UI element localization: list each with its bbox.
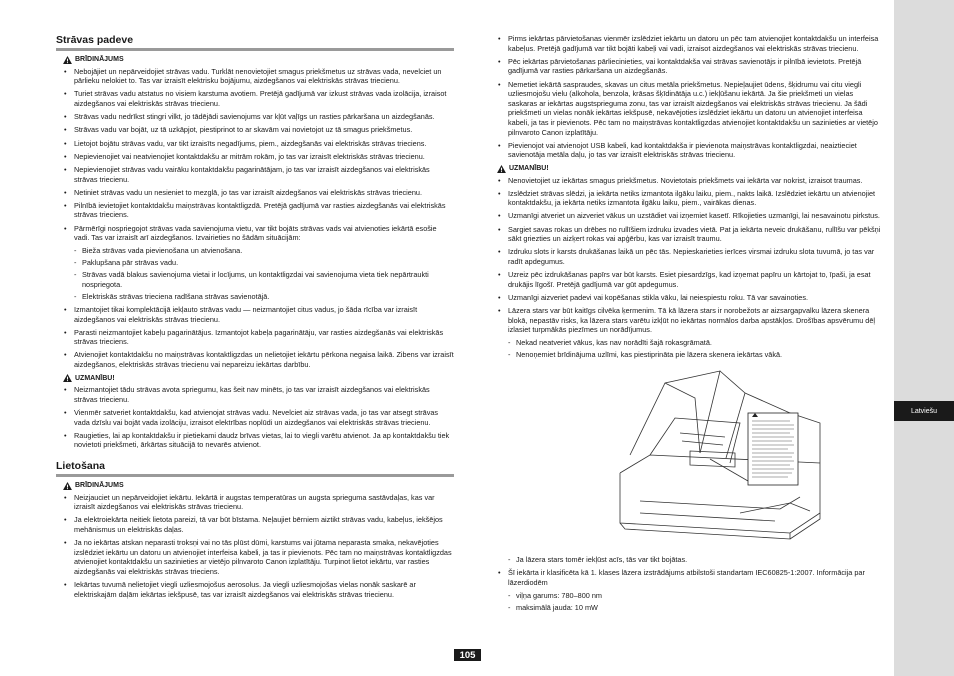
side-margin-bar	[894, 0, 954, 676]
list-item: • Ja no iekārtas atskan neparasti troksņi vai no tās plūst dūmi, karstums vai jūtama neparasta smaka, nekavējoties izslēdziet iekārtu un datoru un atvienojiet interfeisa kabeli, ja tas ir pievienots. Pēc tam no maiņstrāvas kontaktligzdas atvienojiet kontaktdakšu un sazinieties ar vietējo pilnvaroto Canon izplatītāju. Turpinot lietot iekārtu, var rasties aizdegšanās vai elektriskās strāvas trieciens.	[74, 538, 454, 576]
caution-list-power	[56, 385, 454, 450]
list-item: • Vienmēr satveriet kontaktdakšu, kad atvienojat strāvas vadu. Nevelciet aiz strāvas vada, jo tas var atsegt strāvas vada dzīslu vai bojāt vada izolāciju, izraisot elektrības noplūdi un aizdegšanos vai elektriskās strāvas triecienu.	[74, 408, 454, 427]
list-item: • Neizjauciet un nepārveidojiet iekārtu. Iekārtā ir augstas temperatūras un augsta sprieguma sastāvdaļas, kas var izraisīt aizdegšanos vai elektriskās strāvas triecienu.	[74, 493, 454, 512]
sub-list-item: - Nenoņemiet brīdinājuma uzlīmi, kas piestiprināta pie lāzera skenera iekārtas vākā.	[516, 350, 882, 360]
list-item-text: Šī iekārta ir klasificēta kā 1. klases lāzera izstrādājums atbilstoši standartam IEC60825-1:2007. Informācija par lāzerdiodēm	[508, 568, 865, 588]
caution-list-usage	[490, 176, 882, 360]
list-item: • Pirms iekārtas pārvietošanas vienmēr izslēdziet iekārtu un datoru un pēc tam atvienojiet kontaktdakšu un interfeisa kabeļus. Pretējā gadījumā var tikt bojāti kabeļi vai vadi, izraisot aizdegšanos vai elektriskās strāvas triecienu.	[508, 34, 882, 53]
list-item-text: Lāzera stars var būt kaitīgs cilvēka ķermenim. Tā kā lāzera stars ir norobežots ar aizsargapvalku lāzera skenera blokā, nepastāv risks, ka lāzera stars varētu izkļūt no iekārtas normālos darba apstākļos. Drošības apsvērumu dēļ izlasiet turpmākās piezīmes un norādījumus.	[508, 306, 876, 335]
caution-label: UZMANĪBU!	[509, 164, 549, 172]
list-item: • Raugieties, lai ap kontaktdakšu ir pietiekami daudz brīvas vietas, lai to viegli varētu atvienot. Ja ap kontaktdakšu tiek novietoti priekšmeti, ārkārtas situācijā to nevarēs atvienot.	[74, 431, 454, 450]
warning-heading	[63, 481, 454, 491]
sub-list	[74, 246, 454, 301]
list-item: • Atvienojiet kontaktdakšu no maiņstrāvas kontaktligzdas un nelietojiet iekārtu pērkona negaisa laikā. Zibens var izraisīt aizdegšanos, elektriskās strāvas triecienu vai nepareizu iekārtas darbību.	[74, 350, 454, 369]
list-item: • Neizmantojiet tādu strāvas avota spriegumu, kas šeit nav minēts, jo tas var izraisīt aizdegšanos vai elektriskās strāvas triecienu.	[74, 385, 454, 404]
list-item: • Pēc iekārtas pārvietošanas pārliecinieties, vai kontaktdakša vai strāvas savienotājs ir pilnībā ievietots. Pretējā gadījumā var rasties pārkaršana un aizdegšanās.	[508, 57, 882, 76]
printer-drawing	[490, 363, 882, 551]
list-item: • Nepievienojiet strāvas vadu vairāku kontaktdakšu pagarinātājam, jo tas var izraisīt aizdegšanos vai elektriskās strāvas triecienu.	[74, 165, 454, 184]
page-number: 105	[454, 649, 481, 661]
list-item: • Nenovietojiet uz iekārtas smagus priekšmetus. Novietotais priekšmets vai iekārta var nokrist, izraisot traumas.	[508, 176, 882, 186]
list-item: • Nebojājiet un nepārveidojiet strāvas vadu. Turklāt nenovietojiet smagus priekšmetus uz strāvas vada, nevelciet un pārlieku nelokiet to. Tas var izraisīt elektrisku bojājumu, aizdegšanos vai elektriskās strāvas triecienu.	[74, 67, 454, 86]
caution-label: UZMANĪBU!	[75, 374, 115, 382]
list-item: • Uzreiz pēc izdrukāšanas papīrs var būt karsts. Esiet piesardzīgs, kad izņemat papīru un kārtojat to, īpaši, ja esat drukājis līgošī. Pretējā gadījumā var gūt apdegumus.	[508, 270, 882, 289]
list-item	[508, 555, 882, 565]
list-item	[508, 306, 882, 359]
list-item: • Strāvas vadu nedrīkst stingri vilkt, jo tādējādi savienojums var kļūt vaļīgs un rasties pārkaršana un aizdegšanās.	[74, 112, 454, 122]
list-item: • Uzmanīgi atveriet un aizveriet vākus un uzstādiet vai izņemiet kasetī. Rīkojieties uzmanīgi, lai nesavainotu pirkstus.	[508, 211, 882, 221]
section-title-usage: Lietošana	[56, 460, 454, 477]
warning-icon	[63, 482, 72, 490]
list-item: • Ja elektroiekārta neitiek lietota pareizi, tā var būt bīstama. Neļaujiet bērniem aiztikt strāvas vadu, kabeļus, iekšējos mehānismus un elektriskās daļas.	[74, 515, 454, 534]
list-item: • Strāvas vadu var bojāt, uz tā uzkāpjot, piestiprinot to ar skavām vai novietojot uz tā smagus priekšmetus.	[74, 125, 454, 135]
sub-list	[508, 591, 882, 613]
list-item: • Pilnībā ievietojiet kontaktdakšu maiņstrāvas kontaktligzdā. Pretējā gadījumā var rasties aizdegšanās vai elektriskās strāvas trieciens.	[74, 201, 454, 220]
list-item: • Netiniet strāvas vadu un nesieniet to mezglā, jo tas var izraisīt aizdegšanos vai elektriskās strāvas triecienu.	[74, 188, 454, 198]
list-item	[74, 224, 454, 302]
post-figure-list	[490, 555, 882, 612]
list-item: • Izmantojiet tikai komplektācijā iekļauto strāvas vadu — neizmantojiet citus vadus, jo šāda rīcība var izraisīt aizdegšanos vai elektriskās strāvas triecienu.	[74, 305, 454, 324]
list-item: • Izdruku slots ir karsts drukāšanas laikā un pēc tās. Nepieskarieties ierīces virsmai izdruku slota tuvumā, jo tas var radīt apdegumus.	[508, 247, 882, 266]
right-column	[490, 34, 882, 616]
printer-illustration	[490, 363, 882, 551]
sub-list-item: - Elektriskās strāvas trieciena radīšana strāvas savienotājā.	[82, 292, 454, 302]
warning-heading	[63, 55, 454, 65]
list-item: • Uzmanīgi aizveriet padevi vai kopēšanas stikla vāku, lai neiespiestu roku. Tā var savainoties.	[508, 293, 882, 303]
sub-list-item: - Bieža strāvas vada pievienošana un atvienošana.	[82, 246, 454, 256]
sub-list-item: - Paklupšana pār strāvas vadu.	[82, 258, 454, 268]
sub-list-item: - viļņa garums: 780–800 nm	[516, 591, 882, 601]
warning-list-power	[56, 67, 454, 370]
sub-list	[508, 555, 882, 565]
list-item	[508, 568, 882, 612]
intro-list	[490, 34, 882, 160]
sub-list-item: - Strāvas vadā blakus savienojuma vietai ir locījums, un kontaktligzdai vai savienojuma vieta tiek nepārtraukti nospriegota.	[82, 270, 454, 289]
warning-label: BRĪDINĀJUMS	[75, 482, 124, 489]
warning-list-usage	[56, 493, 454, 600]
sub-list-item: - maksimālā jauda: 10 mW	[516, 603, 882, 613]
list-item: • Nepievienojiet vai neatvienojiet kontaktdakšu ar mitrām rokām, jo tas var izraisīt elektriskās strāvas triecienu.	[74, 152, 454, 162]
list-item: • Sargiet savas rokas un drēbes no rullīšiem izdruku izvades vietā. Pat ja iekārta neveic drukāšanu, rullīšu var pēkšņi sākt griezties un aizķert rokas vai apģērbu, kas var izraisīt traumu.	[508, 225, 882, 244]
language-tab-label: Latviešu	[910, 407, 938, 415]
language-tab	[894, 401, 954, 421]
list-item: • Nemetiet iekārtā saspraudes, skavas un citus metāla priekšmetus. Nepieļaujiet ūdens, šķidrumu vai citu viegli uzliesmojošu vielu (alkohola, benzola, krāsas šķīdinātāja u.c.) iekļūšanu iekārtā. Ja šie priekšmeti un vielas saskaras ar iekārtas augstsprieguma zonu, tas var izraisīt aizdegšanos vai elektriskās strāvas triecienu. Ja šādi priekšmeti un vielas nonāk iekārtas iekšpusē, nekavējoties izslēdziet iekārtu un datoru un atvienojiet interfeisa kabeli, ja tas ir pievienots. Pēc tam no maiņstrāvas kontaktligzdas atvienojiet kontaktdakšu un sazinieties ar vietējo pilnvaroto Canon izplatītāju.	[508, 80, 882, 138]
list-item-text: Pārmērīgi nospriegojot strāvas vada savienojuma vietu, var tikt bojāts strāvas vads vai atvienoties iekārtā esošie vadi. Tas var izraisīt arī aizdegšanos. Izvairieties no šādām situācijām:	[74, 223, 437, 243]
sub-list-item: - Ja lāzera stars tomēr iekļūst acīs, tās var tikt bojātas.	[516, 555, 882, 565]
section-title-power-supply: Strāvas padeve	[56, 34, 454, 51]
caution-icon	[497, 165, 506, 173]
list-item: • Izslēdziet strāvas slēdzi, ja iekārta netiks izmantota ilgāku laiku, piem., nakts laikā. Izslēdziet iekārtu un atvienojiet kontaktdakšu, ja iekārta netiks izmantota ilgāku laiku, piem., vairākas dienas.	[508, 189, 882, 208]
caution-heading	[63, 374, 454, 384]
list-item: • Parasti neizmantojiet kabeļu pagarinātājus. Izmantojot kabeļa pagarinātāju, var rasties aizdegšanās vai elektriskās strāvas trieciens.	[74, 328, 454, 347]
left-column	[56, 34, 454, 603]
warning-label: BRĪDINĀJUMS	[75, 56, 124, 63]
sub-list-item: - Nekad neatveriet vākus, kas nav norādīti šajā rokasgrāmatā.	[516, 338, 882, 348]
list-item: • Pievienojot vai atvienojot USB kabeli, kad kontaktdakša ir pievienota maiņstrāvas kontaktligzdai, neaiztieciet savienotāja metāla daļu, jo tas var izraisīt elektriskās strāvas triecienu.	[508, 141, 882, 160]
caution-icon	[63, 374, 72, 382]
list-item: • Iekārtas tuvumā nelietojiet viegli uzliesmojošus aerosolus. Ja viegli uzliesmojošas vielas nonāk saskarē ar elektriskajām daļām iekārtas iekšpusē, tas var izraisīt aizdegšanos vai elektriskās strāvas triecienu.	[74, 580, 454, 599]
sub-list	[508, 338, 882, 360]
list-item: • Turiet strāvas vadu atstatus no visiem karstuma avotiem. Pretējā gadījumā var izkust strāvas vada izolācija, izraisot aizdegšanos vai elektriskās strāvas triecienu.	[74, 89, 454, 108]
laser-warning-label	[748, 413, 798, 485]
caution-heading	[497, 164, 882, 174]
warning-icon	[63, 56, 72, 64]
list-item: • Lietojot bojātu strāvas vadu, var tikt izraisīts negadījums, piem., aizdegšanās vai elektriskās strāvas trieciens.	[74, 139, 454, 149]
